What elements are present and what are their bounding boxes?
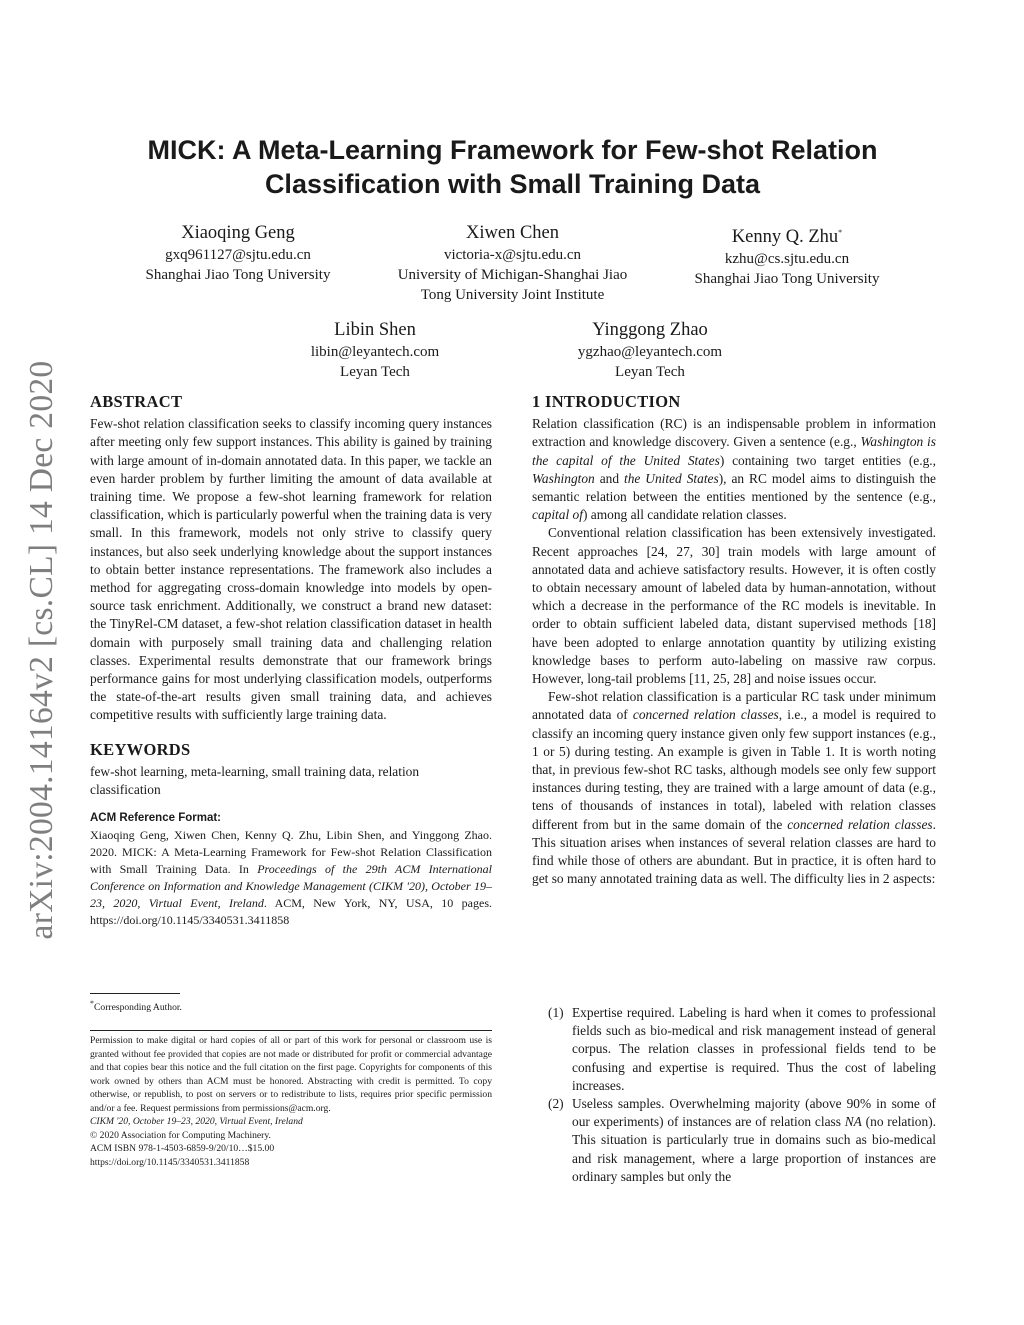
author-email: libin@leyantech.com xyxy=(310,344,440,360)
list-item-number: (1) xyxy=(548,1005,564,1020)
title-line-2: Classification with Small Training Data xyxy=(264,169,761,199)
footnote xyxy=(90,997,492,1015)
author-block xyxy=(245,318,505,382)
paper-title xyxy=(90,133,935,201)
author-email: ygzhao@leyantech.com xyxy=(577,344,723,360)
author-name: Kenny Q. Zhu* xyxy=(731,227,843,248)
title-line-1: MICK: A Meta-Learning Framework for Few-shot Relation xyxy=(147,135,878,165)
author-affiliation: University of Michigan-Shanghai Jiao xyxy=(397,267,628,283)
permission-rule xyxy=(90,1030,492,1031)
list-item-text: Expertise required. Labeling is hard when it comes to professional fields such as bio-medical and risk management instead of general corpus. The relation classes in professional fields tend to be confusing and expertise is required. Thus the cost of labeling increases. xyxy=(572,1005,936,1093)
author-affiliation: Leyan Tech xyxy=(340,364,410,380)
right-column xyxy=(532,393,936,888)
footnote-mark: * xyxy=(90,999,94,1008)
conference-line: CIKM '20, October 19–23, 2020, Virtual Event, Ireland xyxy=(90,1116,303,1127)
list-item xyxy=(532,1004,936,1095)
permission-text: Permission to make digital or hard copies of all or part of this work for personal or classroom use is granted without fee provided that copies are not made or distributed for profit or commercial advantage and that copies bear this notice and the full citation on the first page. Copyrights for components of this work owned by others than ACM must be honored. Abstracting with credit is permitted. To copy otherwise, or republish, to post on servers or to redistribute to lists, requires prior specific permission and/or a fee. Request permissions from permissions@acm.org. xyxy=(90,1035,492,1114)
doi-link[interactable]: https://doi.org/10.1145/3340531.3411858 xyxy=(90,1156,250,1168)
author-block xyxy=(108,221,368,285)
acm-reference-venue: Proceedings of the 29th ACM International Conference on Information and Knowledge Management (CIKM '20), October 19–23, 2020, Virtual Event, Ireland xyxy=(90,862,493,911)
left-column xyxy=(90,393,492,929)
intro-paragraph-3: Few-shot relation classification is a particular RC task under minimum annotated data of concerned relation classes, i.e., a model is required to classify an incoming query instance given only few support instances (e.g., 1 or 5) during testing. An example is given in Table 1. It is worth noting that, in previous few-shot RC tasks, although models see only few support instances during testing, they are trained with a large amount of data (e.g., tens of thousands of instances in total), labeled with relation classes different from but in the same domain of the concerned relation classes. This situation arises when instances of several relation classes are hard to find while those of others are abundant. But in practice, it is often hard to get so many annotated training data as well. The difficulty lies in 2 aspects: xyxy=(532,689,936,887)
keywords-text: few-shot learning, meta-learning, small training data, relation classification xyxy=(90,763,420,798)
introduction-heading: 1 INTRODUCTION xyxy=(532,392,681,411)
difficulty-list xyxy=(532,1004,936,1186)
permission-block xyxy=(90,1034,492,1169)
author-block xyxy=(657,221,917,289)
corresponding-mark: * xyxy=(838,228,843,237)
acm-reference-heading: ACM Reference Format: xyxy=(90,812,221,825)
keywords-heading: KEYWORDS xyxy=(90,739,191,759)
author-affiliation-line2: Tong University Joint Institute xyxy=(420,287,605,303)
list-item xyxy=(532,1095,936,1186)
author-name: Libin Shen xyxy=(334,320,416,340)
author-affiliation: Shanghai Jiao Tong University xyxy=(145,267,331,283)
author-email: victoria-x@sjtu.edu.cn xyxy=(443,247,582,263)
intro-paragraph-1: Relation classification (RC) is an indispensable problem in information extraction and knowledge discovery. Given a sentence (e.g., Washington is the capital of the United States) containing two target entities (e.g., Washington and the United States), an RC model aims to distinguish the semantic relation between the entities mentioned by the sentence (e.g., capital of) among all candidate relation classes. xyxy=(532,416,936,523)
footnote-rule xyxy=(90,993,180,994)
copyright-line: © 2020 Association for Computing Machinery. xyxy=(90,1129,271,1141)
abstract-text: Few-shot relation classification seeks to classify incoming query instances after meeting only few support instances. This ability is gained by training with large amount of in-domain annotated data. In this paper, we tackle an even harder problem by further limiting the amount of data available at training time. We propose a few-shot learning framework for relation classification, which is particularly powerful when the training data is very small. In this framework, models not only strive to classify query instances, but also seek underlying knowledge about the support instances to obtain better instance representations. The framework also includes a method for aggregating cross-domain knowledge into models by open-source task enrichment. Additionally, we construct a brand new dataset: the TinyRel-CM dataset, a few-shot relation classification dataset in health domain with purposely small training data and challenging relation classes. Experimental results demonstrate that our framework brings performance gains for most underlying classification models, outperforms the state-of-the-art results given small training data, and achieves competitive results with sufficiently large training data. xyxy=(90,416,492,723)
list-item-number: (2) xyxy=(548,1096,564,1112)
author-block xyxy=(370,221,655,305)
arxiv-identifier: arXiv:2004.14164v2 [cs.CL] 14 Dec 2020 xyxy=(23,360,60,940)
author-affiliation: Leyan Tech xyxy=(615,364,685,380)
author-email: kzhu@cs.sjtu.edu.cn xyxy=(724,251,850,268)
author-email: gxq961127@sjtu.edu.cn xyxy=(165,247,311,263)
intro-paragraph-2: Conventional relation classification has been extensively investigated. Recent approaches [24, 27, 30] train models with large amount of annotated data and achieve satisfactory results. However, it is often costly to obtain necessary amount of labeled data by human-annotation, without which a decrease in the performance of the RC models is inevitable. In order to obtain sufficient labeled data, distant supervised methods [18] have been adopted to enlarge annotation quantity by utilizing existing knowledge bases to perform auto-labeling on massive raw corpus. However, long-tail problems [11, 25, 28] and noise issues occur. xyxy=(532,525,936,687)
author-block xyxy=(520,318,780,382)
acm-reference-text: Xiaoqing Geng, Xiwen Chen, Kenny Q. Zhu, Libin Shen, and Yinggong Zhao. 2020. MICK: A Meta-Learning Framework for Few-shot Relation Classification with Small Training Data. In Proceedings of the 29th ACM International Conference on Information and Knowledge Management (CIKM '20), October 19–23, 2020, Virtual Event, Ireland. ACM, New York, NY, USA, 10 pages. https://doi.org/10.1145/3340531.3411858 xyxy=(90,828,493,928)
author-name: Xiaoqing Geng xyxy=(181,223,295,243)
list-item-text: Useless samples. Overwhelming majority (above 90% in some of our experiments) of instances are of relation class NA (no relation). This situation is particularly true in domains such as bio-medical and risk management, where a large proportion of instances are ordinary samples but only the xyxy=(572,1096,937,1184)
author-affiliation: Shanghai Jiao Tong University xyxy=(694,271,880,288)
footnote-text: Corresponding Author. xyxy=(94,1002,182,1014)
arxiv-sidebar xyxy=(0,0,80,1325)
author-name: Xiwen Chen xyxy=(466,223,559,243)
author-name: Yinggong Zhao xyxy=(592,320,708,340)
isbn-line: ACM ISBN 978-1-4503-6859-9/20/10…$15.00 xyxy=(90,1143,275,1154)
abstract-heading: ABSTRACT xyxy=(90,392,183,411)
